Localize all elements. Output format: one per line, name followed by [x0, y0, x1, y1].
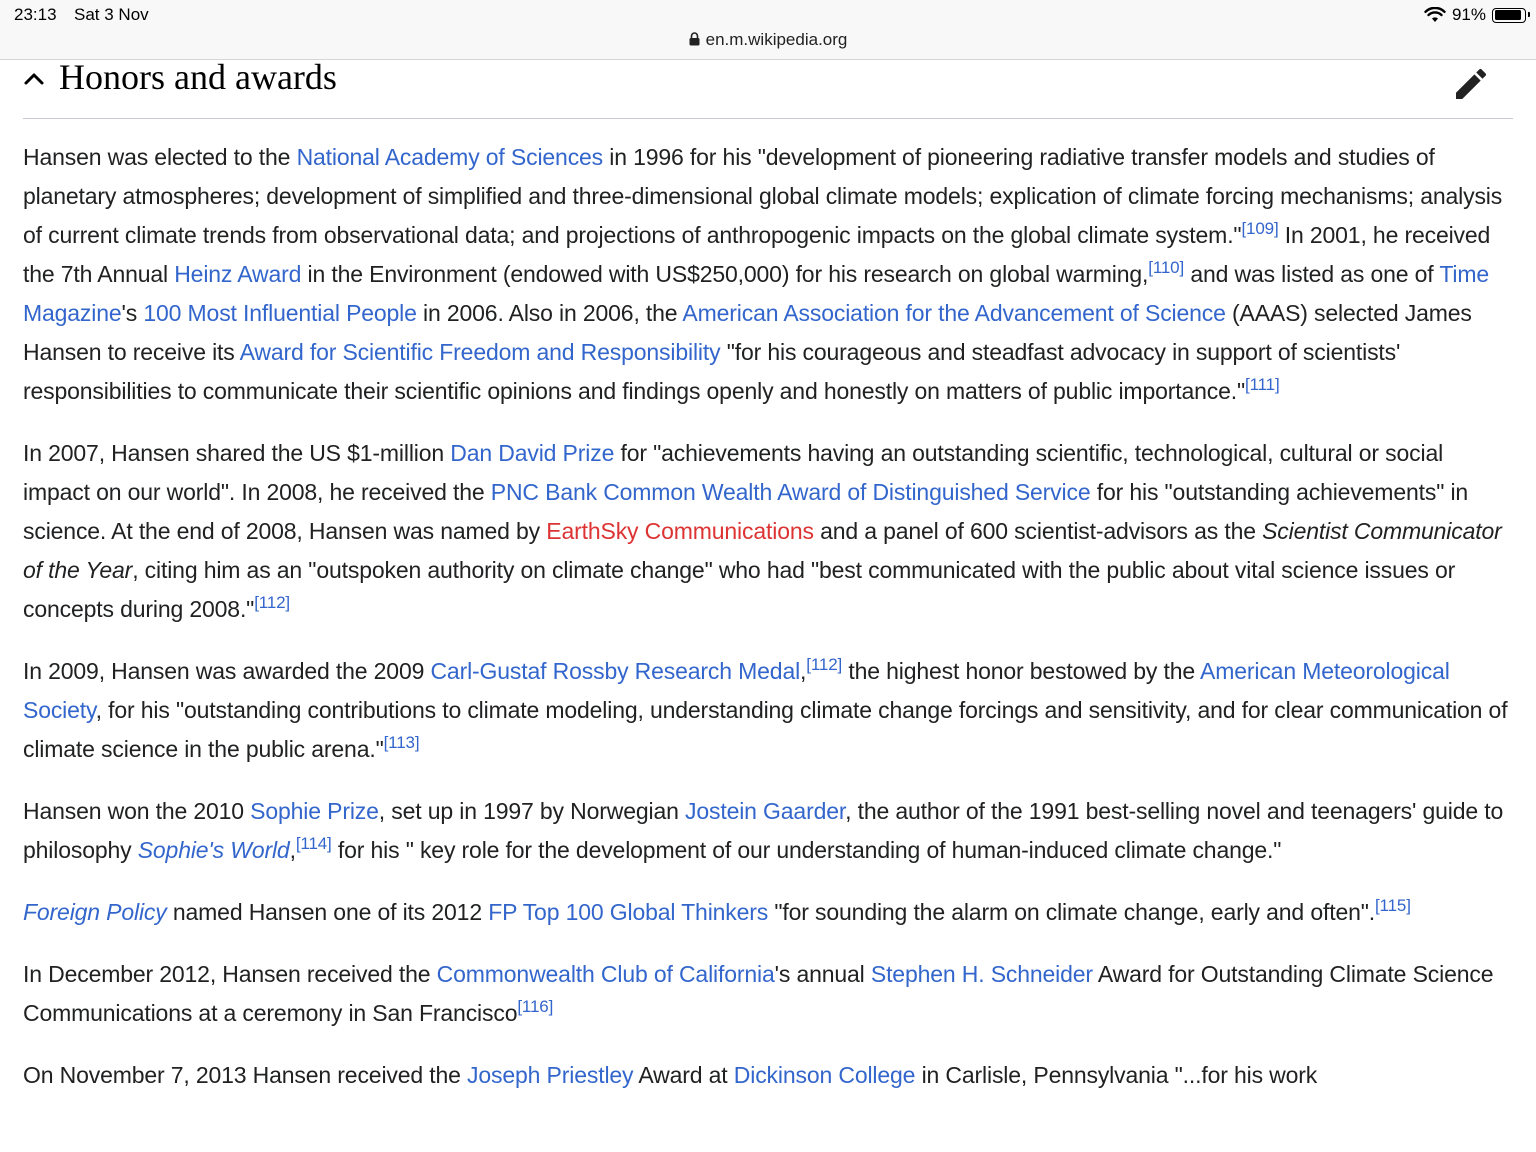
link-commonwealth-club[interactable]: Commonwealth Club of California — [436, 961, 775, 987]
link-dan-david-prize[interactable]: Dan David Prize — [450, 440, 615, 466]
link-stephen-schneider[interactable]: Stephen H. Schneider — [870, 961, 1093, 987]
link-sophies-world[interactable] — [138, 837, 290, 863]
text: "for sounding the alarm on climate change, early and often". — [768, 899, 1375, 925]
status-date: Sat 3 Nov — [74, 5, 149, 24]
italic-link-text: Sophie's World — [137, 837, 290, 863]
italic-link-text: Foreign Policy — [23, 899, 167, 925]
link-american-meteorological-society[interactable]: American Meteorological Society — [23, 658, 1450, 723]
status-right-group — [1424, 5, 1526, 25]
text: "for his courageous and steadfast advocacy in support of scientists' responsibilities to communicate their scientific opinions and findings openly and honestly on matters of public importance." — [23, 339, 1401, 404]
section-header[interactable] — [23, 56, 1513, 119]
text: Hansen won the 2010 — [23, 798, 251, 824]
text: for his " key role for the development of our understanding of human-induced climate change." — [331, 837, 1282, 863]
reference-link[interactable]: [112] — [806, 655, 843, 674]
link-time-magazine[interactable]: Time Magazine — [23, 261, 1489, 326]
link-national-academy-of-sciences[interactable]: National Academy of Sciences — [296, 144, 604, 170]
paragraph-1 — [23, 138, 1513, 411]
reference — [1375, 896, 1411, 915]
text: in Carlisle, Pennsylvania "...for his work — [915, 1062, 1318, 1088]
text: the highest honor bestowed by the — [842, 658, 1201, 684]
edit-pencil-icon[interactable] — [1451, 64, 1491, 104]
paragraph-6 — [23, 955, 1513, 1033]
ios-status-bar — [0, 0, 1536, 60]
text: (AAAS) selected James Hansen to receive its — [23, 300, 1472, 365]
reference-link[interactable]: [115] — [1374, 896, 1411, 915]
reference-link[interactable]: [109] — [1241, 219, 1279, 238]
reference-link[interactable]: [116] — [517, 997, 554, 1016]
text: On November 7, 2013 Hansen received the — [23, 1062, 468, 1088]
paragraph-2 — [23, 434, 1513, 629]
text: In 2001, he received the 7th Annual — [23, 222, 1491, 287]
link-aaas[interactable]: American Association for the Advancement of Science — [682, 300, 1226, 326]
text: in the Environment (endowed with US$250,000) for his research on global warming, — [301, 261, 1149, 287]
reference — [296, 834, 332, 853]
text: in 2006. Also in 2006, the — [416, 300, 683, 326]
paragraph-4 — [23, 792, 1513, 870]
link-dickinson-college[interactable]: Dickinson College — [733, 1062, 916, 1088]
link-heinz-award[interactable]: Heinz Award — [174, 261, 302, 287]
lock-icon — [689, 32, 700, 46]
reference-link[interactable]: [112] — [254, 593, 291, 612]
reference — [1241, 219, 1278, 238]
reference-link[interactable]: [113] — [383, 733, 420, 752]
text: Award at — [633, 1062, 734, 1088]
reference — [254, 593, 290, 612]
link-rossby-medal[interactable]: Carl-Gustaf Rossby Research Medal — [430, 658, 801, 684]
text: Hansen was elected to the — [23, 144, 297, 170]
link-jostein-gaarder[interactable]: Jostein Gaarder — [684, 798, 846, 824]
paragraph-3 — [23, 652, 1513, 769]
text: 's — [121, 300, 144, 326]
link-100-most-influential-people[interactable]: 100 Most Influential People — [143, 300, 417, 326]
reference-link[interactable]: [111] — [1245, 375, 1280, 394]
text: named Hansen one of its 2012 — [166, 899, 489, 925]
text: In 2009, Hansen was awarded the 2009 — [23, 658, 431, 684]
text: , citing him as an "outspoken authority on climate change" who had "best communicated with the public about vital science issues or concepts during 2008." — [23, 557, 1456, 622]
text: 's annual — [774, 961, 871, 987]
chevron-up-icon[interactable] — [23, 68, 45, 90]
text: for his "outstanding achievements" in science. At the end of 2008, Hansen was named by — [23, 479, 1469, 544]
battery-percentage: 91% — [1451, 5, 1486, 24]
reference-link[interactable]: [114] — [295, 834, 332, 853]
text: and was listed as one of — [1184, 261, 1440, 287]
link-earthsky-communications[interactable]: EarthSky Communications — [546, 518, 814, 544]
reference-link[interactable]: [110] — [1148, 258, 1185, 277]
reference — [806, 655, 842, 674]
link-fp-top-100[interactable]: FP Top 100 Global Thinkers — [488, 899, 769, 925]
link-joseph-priestley[interactable]: Joseph Priestley — [467, 1062, 634, 1088]
reference — [1148, 258, 1184, 277]
battery-fill — [1495, 10, 1521, 20]
link-foreign-policy[interactable] — [23, 899, 167, 925]
paragraph-5 — [23, 893, 1513, 932]
status-time: 23:13 — [14, 5, 57, 24]
reference — [1245, 375, 1280, 394]
reference — [517, 997, 553, 1016]
text: , — [289, 837, 296, 863]
text: , — [800, 658, 807, 684]
link-sophie-prize[interactable]: Sophie Prize — [250, 798, 379, 824]
text: for "achievements having an outstanding scientific, technological, cultural or social impact on our world". In 2008, he received the — [23, 440, 1444, 505]
reference — [384, 733, 420, 752]
article-content — [23, 138, 1513, 1118]
text: In 2007, Hansen shared the US $1-million — [23, 440, 451, 466]
section-title: Honors and awards — [59, 57, 337, 97]
text: In December 2012, Hansen received the — [23, 961, 437, 987]
text: in 1996 for his "development of pioneering radiative transfer models and studies of planetary atmospheres; development of simplified and three-dimensional global climate models; explication of climate forcing mechanisms; analysis of current climate trends from observational data; and projections of anthropogenic impacts on the global climate system." — [23, 144, 1503, 248]
link-pnc-bank-award[interactable]: PNC Bank Common Wealth Award of Distinguished Service — [490, 479, 1091, 505]
paragraph-7 — [23, 1056, 1513, 1095]
wifi-icon — [1424, 7, 1446, 23]
battery-icon — [1492, 8, 1526, 23]
text: , set up in 1997 by Norwegian — [378, 798, 685, 824]
text: , the author of the 1991 best-selling novel and teenagers' guide to philosophy — [23, 798, 1504, 863]
address-bar[interactable] — [0, 30, 1536, 50]
link-award-scientific-freedom[interactable]: Award for Scientific Freedom and Responsibility — [239, 339, 721, 365]
url-text: en.m.wikipedia.org — [705, 30, 848, 49]
text: and a panel of 600 scientist-advisors as the — [813, 518, 1263, 544]
text: Award for Outstanding Climate Science Communications at a ceremony in San Francisco — [23, 961, 1494, 1026]
italic-text: Scientist Communicator of the Year — [23, 518, 1502, 583]
text: , for his "outstanding contributions to climate modeling, understanding climate change forcings and sensitivity, and for clear communication of climate science in the public arena." — [23, 697, 1508, 762]
